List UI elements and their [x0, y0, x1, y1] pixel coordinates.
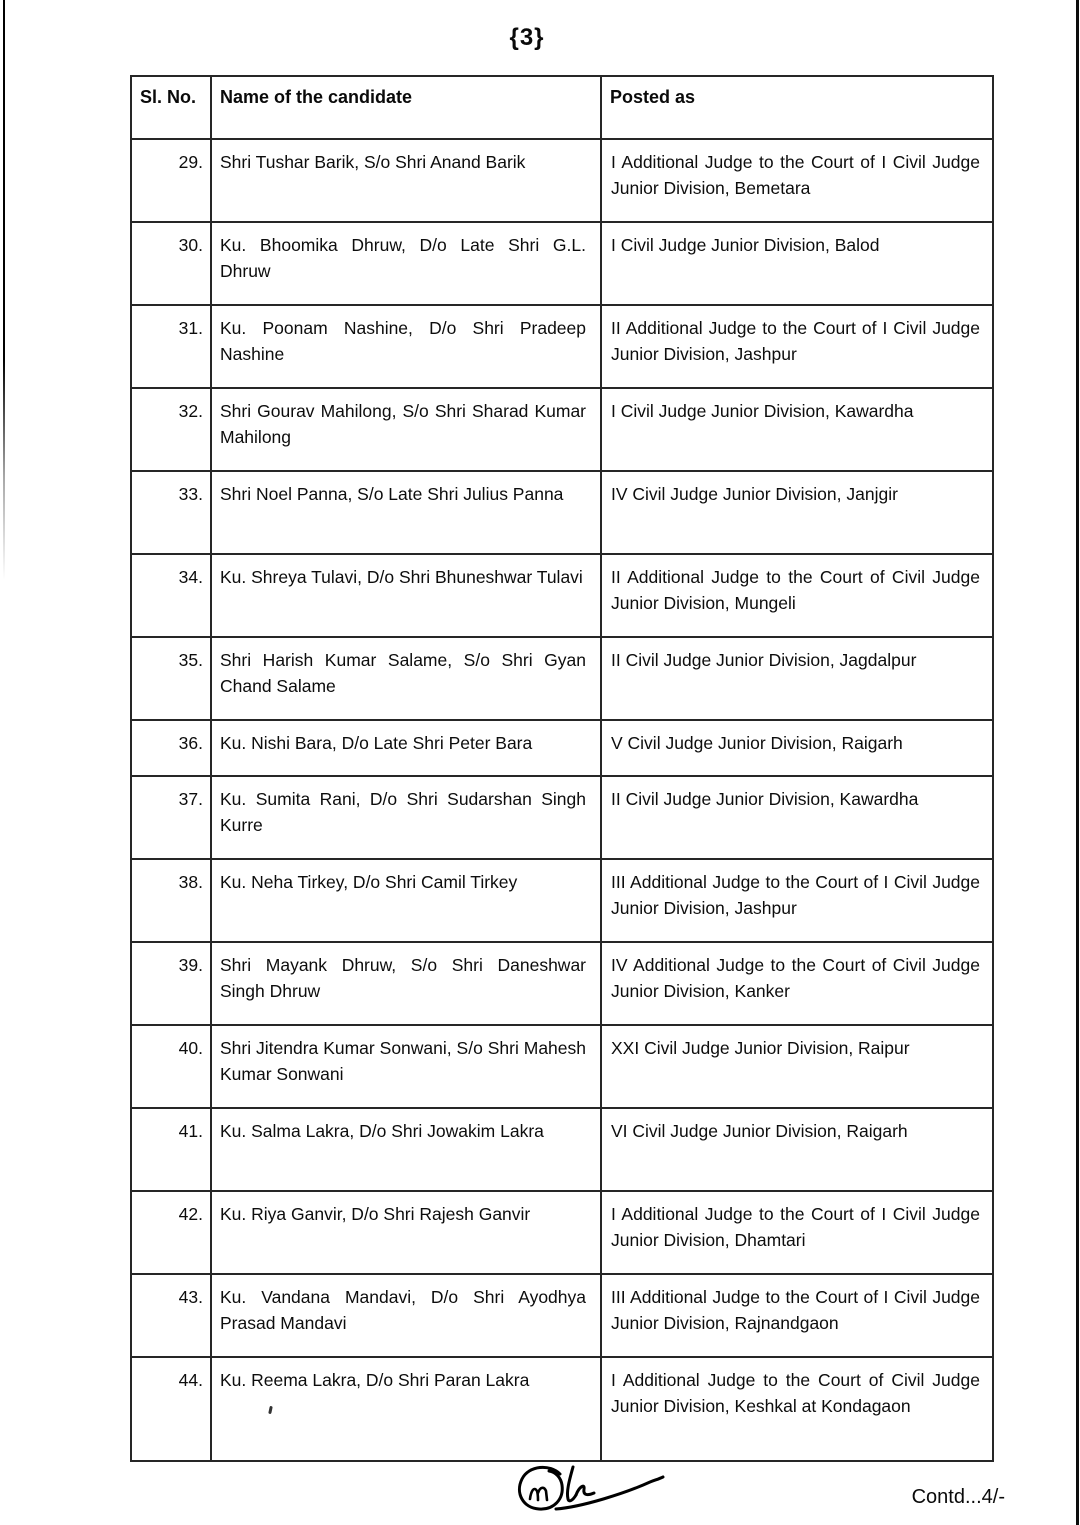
table-header-row: [131, 76, 993, 139]
candidate-name-cell: Shri Mayank Dhruw, S/o Shri Daneshwar Singh Dhruw: [211, 942, 601, 1025]
candidate-name-cell: Ku. Reema Lakra, D/o Shri Paran Lakra: [211, 1357, 601, 1461]
header-candidate-name: Name of the candidate: [211, 76, 601, 139]
table-row: [131, 1025, 993, 1108]
table-row: [131, 859, 993, 942]
table-row: [131, 554, 993, 637]
posted-as-cell: III Additional Judge to the Court of I Civil Judge Junior Division, Jashpur: [601, 859, 993, 942]
candidate-name-cell: Ku. Neha Tirkey, D/o Shri Camil Tirkey: [211, 859, 601, 942]
page-number: {3}: [509, 24, 545, 51]
posted-as-cell: VI Civil Judge Junior Division, Raigarh: [601, 1108, 993, 1191]
serial-number-cell: 36.: [131, 720, 211, 776]
serial-number-cell: 37.: [131, 776, 211, 859]
serial-number-cell: 41.: [131, 1108, 211, 1191]
posted-as-cell: III Additional Judge to the Court of I Civil Judge Junior Division, Rajnandgaon: [601, 1274, 993, 1357]
posted-as-cell: IV Additional Judge to the Court of Civil Judge Junior Division, Kanker: [601, 942, 993, 1025]
footer-continuation-label: Contd...4/-: [911, 1486, 1005, 1508]
candidate-name-cell: Ku. Nishi Bara, D/o Late Shri Peter Bara: [211, 720, 601, 776]
serial-number-cell: 39.: [131, 942, 211, 1025]
candidate-name-cell: Ku. Vandana Mandavi, D/o Shri Ayodhya Prasad Mandavi: [211, 1274, 601, 1357]
serial-number-cell: 44.: [131, 1357, 211, 1461]
table-row: [131, 1191, 993, 1274]
table-row: [131, 1108, 993, 1191]
serial-number-cell: 43.: [131, 1274, 211, 1357]
scan-edge-line-right: [1076, 0, 1079, 1525]
posted-as-cell: II Additional Judge to the Court of I Civil Judge Junior Division, Jashpur: [601, 305, 993, 388]
serial-number-cell: 30.: [131, 222, 211, 305]
posted-as-cell: I Additional Judge to the Court of I Civil Judge Junior Division, Dhamtari: [601, 1191, 993, 1274]
table-row: [131, 222, 993, 305]
posted-as-cell: II Additional Judge to the Court of Civil Judge Junior Division, Mungeli: [601, 554, 993, 637]
table-row: [131, 720, 993, 776]
candidate-name-cell: Shri Jitendra Kumar Sonwani, S/o Shri Mahesh Kumar Sonwani: [211, 1025, 601, 1108]
serial-number-cell: 35.: [131, 637, 211, 720]
serial-number-cell: 29.: [131, 139, 211, 222]
candidate-name-cell: Ku. Sumita Rani, D/o Shri Sudarshan Singh Kurre: [211, 776, 601, 859]
table-row: [131, 139, 993, 222]
posted-as-cell: V Civil Judge Junior Division, Raigarh: [601, 720, 993, 776]
posted-as-cell: II Civil Judge Junior Division, Jagdalpur: [601, 637, 993, 720]
table-row: [131, 305, 993, 388]
candidate-name-cell: Shri Harish Kumar Salame, S/o Shri Gyan Chand Salame: [211, 637, 601, 720]
table-row: [131, 637, 993, 720]
posted-as-cell: II Civil Judge Junior Division, Kawardha: [601, 776, 993, 859]
table-row: [131, 1274, 993, 1357]
candidate-name-cell: Ku. Shreya Tulavi, D/o Shri Bhuneshwar Tulavi: [211, 554, 601, 637]
posted-as-cell: I Additional Judge to the Court of I Civil Judge Junior Division, Bemetara: [601, 139, 993, 222]
serial-number-cell: 38.: [131, 859, 211, 942]
serial-number-cell: 34.: [131, 554, 211, 637]
posted-as-cell: XXI Civil Judge Junior Division, Raipur: [601, 1025, 993, 1108]
serial-number-cell: 42.: [131, 1191, 211, 1274]
candidate-name-cell: Ku. Bhoomika Dhruw, D/o Late Shri G.L. Dhruw: [211, 222, 601, 305]
serial-number-cell: 33.: [131, 471, 211, 554]
candidate-name-cell: Ku. Salma Lakra, D/o Shri Jowakim Lakra: [211, 1108, 601, 1191]
serial-number-cell: 31.: [131, 305, 211, 388]
serial-number-cell: 40.: [131, 1025, 211, 1108]
posted-as-cell: I Additional Judge to the Court of Civil Judge Junior Division, Keshkal at Kondagaon: [601, 1357, 993, 1461]
posted-as-cell: I Civil Judge Junior Division, Balod: [601, 222, 993, 305]
table-row: [131, 776, 993, 859]
candidate-name-cell: Shri Gourav Mahilong, S/o Shri Sharad Kumar Mahilong: [211, 388, 601, 471]
table-row: [131, 471, 993, 554]
signature-icon: [498, 1458, 678, 1520]
header-serial-number: Sl. No.: [131, 76, 211, 139]
table-row: [131, 942, 993, 1025]
scan-edge-line-left: [3, 0, 5, 580]
table-row: [131, 388, 993, 471]
posted-as-cell: IV Civil Judge Junior Division, Janjgir: [601, 471, 993, 554]
posted-as-cell: I Civil Judge Junior Division, Kawardha: [601, 388, 993, 471]
candidate-name-cell: Ku. Riya Ganvir, D/o Shri Rajesh Ganvir: [211, 1191, 601, 1274]
table-body: [131, 139, 993, 1461]
header-posted-as: Posted as: [601, 76, 993, 139]
candidate-name-cell: Shri Tushar Barik, S/o Shri Anand Barik: [211, 139, 601, 222]
candidate-posting-table: [130, 75, 994, 1462]
serial-number-cell: 32.: [131, 388, 211, 471]
table-row: [131, 1357, 993, 1461]
candidate-name-cell: Shri Noel Panna, S/o Late Shri Julius Panna: [211, 471, 601, 554]
candidate-name-cell: Ku. Poonam Nashine, D/o Shri Pradeep Nashine: [211, 305, 601, 388]
